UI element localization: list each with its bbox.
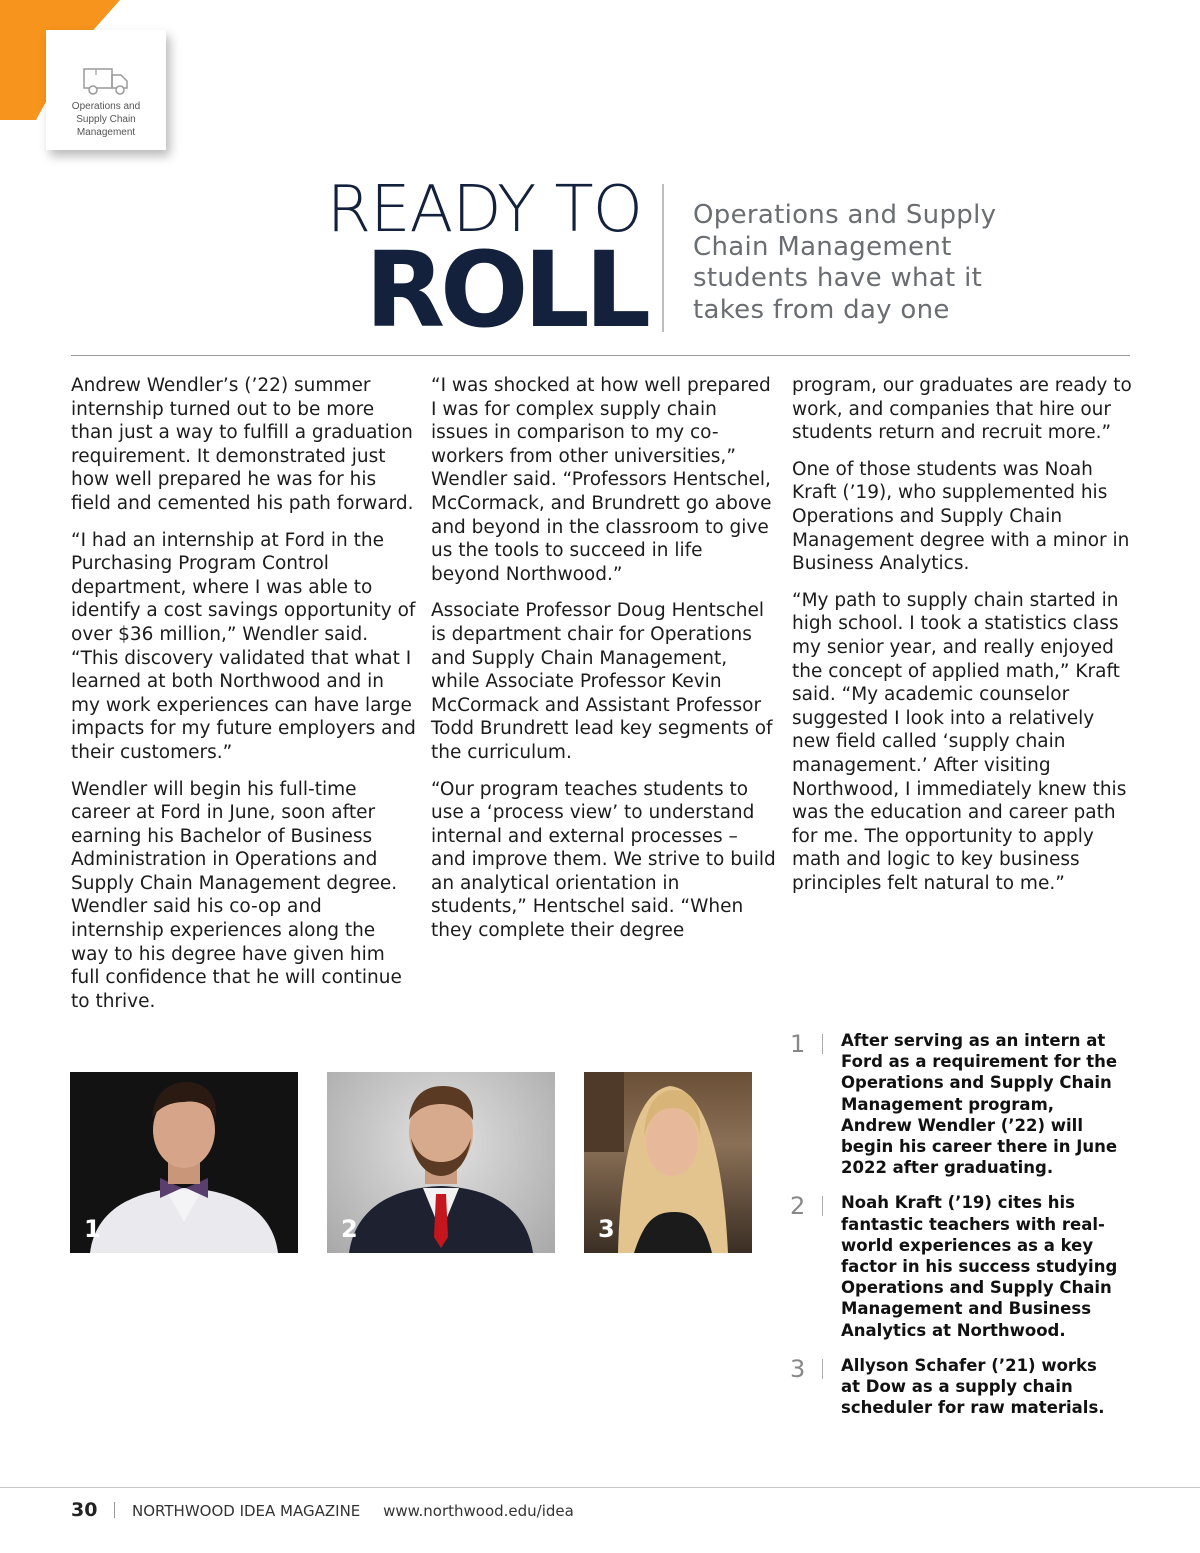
caption-text: After serving as an intern at Ford as a requirement for the Operations and Supply Chain Management program, Andrew Wendler (’22) will begin his career there in June 2022 after graduating. bbox=[841, 1031, 1118, 1178]
caption-item bbox=[790, 1355, 1120, 1419]
page-number: 30 bbox=[71, 1499, 98, 1521]
caption-number: 3 bbox=[790, 1354, 806, 1383]
paragraph: One of those students was Noah Kraft (’19), who supplemented his Operations and Supply Chain Management degree with a minor in Business Analytics. bbox=[792, 458, 1130, 575]
caption-text: Allyson Schafer (’21) works at Dow as a supply chain scheduler for raw materials. bbox=[841, 1355, 1105, 1418]
photo-allyson-schafer bbox=[584, 1072, 752, 1253]
subheadline: Operations and Supply Chain Management students have what it takes from day one bbox=[693, 200, 997, 325]
headline-divider bbox=[662, 184, 664, 332]
photo-number: 3 bbox=[598, 1215, 615, 1243]
article-column-2 bbox=[431, 374, 776, 956]
photo-noah-kraft bbox=[327, 1072, 555, 1253]
caption-number: 1 bbox=[790, 1030, 806, 1058]
section-tab-label: Operations and Supply Chain Management bbox=[71, 101, 141, 138]
photo-number: 2 bbox=[341, 1215, 358, 1243]
article-column-1 bbox=[71, 374, 416, 1026]
paragraph: Andrew Wendler’s (’22) summer internship turned out to be more than just a way to fulfill a graduation requirement. It demonstrated just how well prepared he was for his field and cemented his path forward. bbox=[71, 375, 414, 514]
caption-divider bbox=[822, 1359, 823, 1379]
paragraph: “My path to supply chain started in high school. I took a statistics class my senior year, and really enjoyed the concept of applied math,” Kraft said. “My academic counselor suggested I look into a relatively new field called ‘supply chain management.’ After visiting Northwood, I immediately knew this was the education and career path for me. The opportunity to apply math and logic to key business principles felt natural to me.” bbox=[792, 589, 1127, 894]
caption-item bbox=[790, 1030, 1120, 1178]
caption-divider bbox=[822, 1034, 823, 1054]
caption-text: Noah Kraft (’19) cites his fantastic teachers with real-world experiences as a key factor in his success studying Operations and Supply Chain Management and Business Analytics at Northwood. bbox=[841, 1193, 1118, 1340]
paragraph: Wendler will begin his full-time career at Ford in June, soon after earning his Bachelor of Business Administration in Operations and Supply Chain Management degree. Wendler said his co-op and internship experiences along the way to his degree have given him full confidence that he will continue to thrive. bbox=[71, 778, 402, 1012]
photo-andrew-wendler bbox=[70, 1072, 298, 1253]
header-rule bbox=[71, 355, 1130, 356]
caption-divider bbox=[822, 1196, 823, 1216]
headline-line2: ROLL bbox=[364, 229, 646, 351]
portrait-silhouette bbox=[327, 1072, 555, 1253]
footer-divider bbox=[114, 1502, 115, 1518]
magazine-url[interactable]: www.northwood.edu/idea bbox=[383, 1502, 574, 1520]
footer-rule bbox=[0, 1487, 1200, 1488]
page-footer bbox=[71, 1499, 574, 1521]
article-column-3 bbox=[792, 374, 1137, 908]
paragraph: Associate Professor Doug Hentschel is department chair for Operations and Supply Chain Management, while Associate Professor Kevin McCormack and Assistant Professor Todd Brundrett lead key segments of the curriculum. bbox=[431, 600, 773, 763]
headline bbox=[270, 173, 646, 351]
photo-captions bbox=[790, 1030, 1120, 1432]
paragraph: program, our graduates are ready to work, and companies that hire our students return and recruit more.” bbox=[792, 375, 1132, 444]
caption-item bbox=[790, 1192, 1120, 1340]
paragraph: “I was shocked at how well prepared I was for complex supply chain issues in comparison to my co-workers from other universities,” Wendler said. “Professors Hentschel, McCormack, and Brundrett go above and beyond in the classroom to give us the tools to succeed in life beyond Northwood.” bbox=[431, 375, 772, 585]
photo-number: 1 bbox=[84, 1215, 101, 1243]
caption-number: 2 bbox=[790, 1192, 806, 1221]
truck-icon bbox=[82, 66, 130, 96]
section-tab bbox=[46, 30, 166, 150]
portrait-silhouette bbox=[70, 1072, 298, 1253]
paragraph: “Our program teaches students to use a ‘process view’ to understand internal and external processes – and improve them. We strive to build an analytical orientation in students,” Hentschel said. “When they complete their degree bbox=[431, 778, 776, 942]
headline-line1: READY TO bbox=[326, 173, 642, 247]
paragraph: “I had an internship at Ford in the Purchasing Program Control department, where I was able to identify a cost savings opportunity of over $36 million,” Wendler said. “This discovery validated that what I learned at both Northwood and in my work experiences can have large impacts for my future employers and their customers.” bbox=[71, 529, 416, 763]
magazine-name: NORTHWOOD IDEA MAGAZINE bbox=[132, 1502, 361, 1520]
